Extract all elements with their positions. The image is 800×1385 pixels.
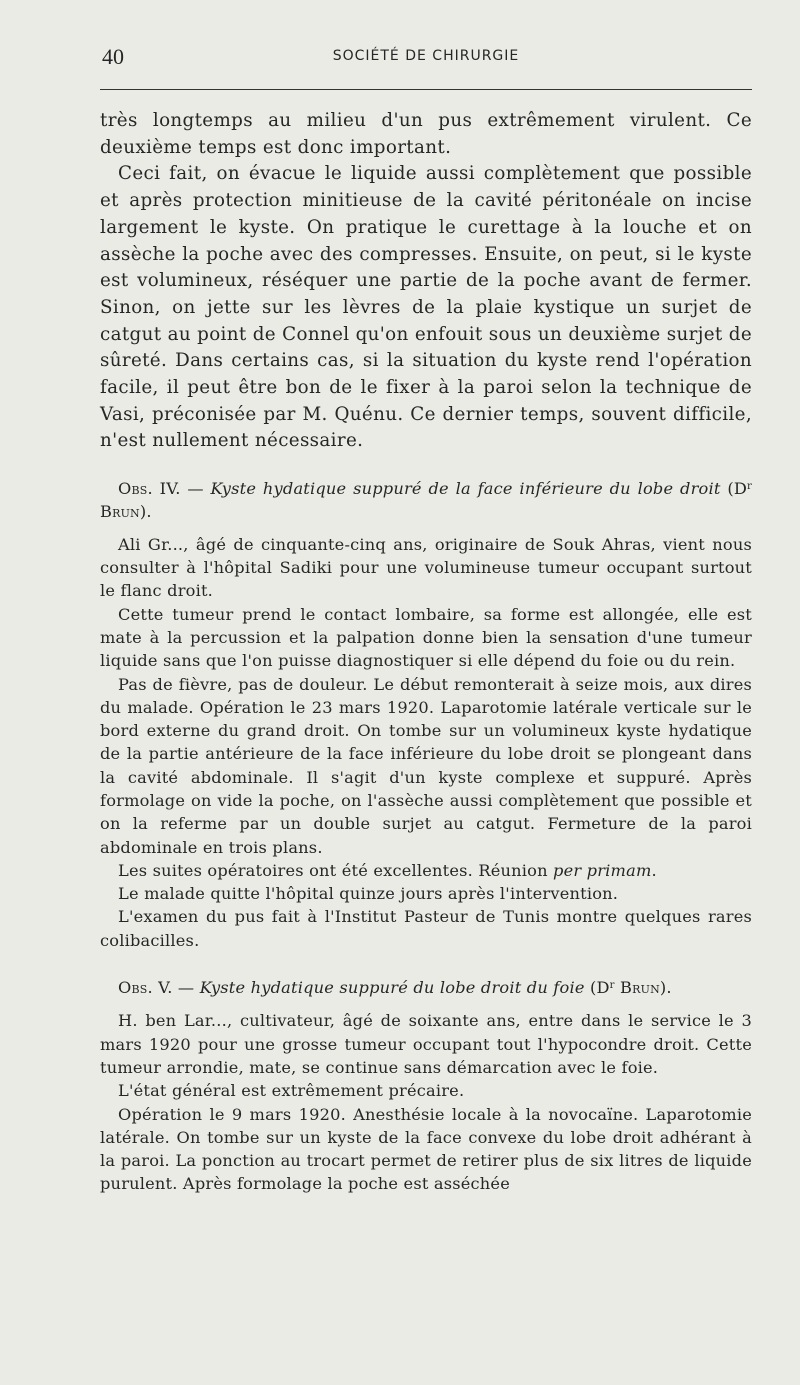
suites-text: Les suites opératoires ont été excellentes. Réunion [118, 860, 554, 880]
author-title-sup: r [747, 481, 752, 493]
page-body [100, 108, 752, 1196]
author-title-sup: r [609, 980, 615, 992]
observation-iv [100, 475, 752, 952]
observation-label: Obs. IV. — [118, 479, 204, 499]
paragraph: Pas de fièvre, pas de douleur. Le début remonterait à seize mois, aux dires du malade. Opération le 23 mars 1920. Laparotomie latérale verticale sur le bord externe du grand droit. On tombe sur un volumineux kyste hydatique de la partie antérieure de la face inférieure du lobe droit se plongeant dans la cavité abdominale. Il s'agit d'un kyste complexe et suppuré. Après formolage on vide la poche, on l'assèche aussi complètement que possible et on la referme par un double surjet au catgut. Fermeture de la paroi abdominale en trois plans. [100, 674, 752, 857]
suites-end: . [651, 860, 657, 880]
paragraph: très longtemps au milieu d'un pus extrêmement virulent. Ce deuxième temps est donc important. [100, 110, 752, 158]
paragraph [100, 859, 752, 882]
author-name: Brun [100, 502, 140, 522]
observation-heading [100, 475, 752, 524]
author-close: ). [659, 978, 672, 998]
observation-title: Kyste hydatique suppuré du lobe droit du foie [199, 978, 585, 998]
paragraph: L'état général est extrêmement précaire. [118, 1081, 465, 1101]
suites-italic: per primam [553, 860, 652, 880]
paragraph: Le malade quitte l'hôpital quinze jours après l'intervention. [118, 884, 619, 904]
paragraph: H. ben Lar..., cultivateur, âgé de soixante ans, entre dans le service le 3 mars 1920 pour une grosse tumeur occupant tout l'hypocondre droit. Cette tumeur arrondie, mate, se continue sans démarcation avec le foie. [100, 1011, 752, 1077]
page-header [100, 44, 752, 74]
paragraph: Ali Gr..., âgé de cinquante-cinq ans, originaire de Souk Ahras, vient nous consulter à l'hôpital Sadiki pour une volumineuse tumeur occupant surtout le flanc droit. [100, 534, 752, 601]
observation-heading [100, 974, 752, 999]
paragraph: L'examen du pus fait à l'Institut Pasteur de Tunis montre quelques rares colibacilles. [100, 907, 752, 950]
paragraph: Cette tumeur prend le contact lombaire, sa forme est allongée, elle est mate à la percussion et la palpation donne bien la sensation d'une tumeur liquide sans que l'on puisse diagnostiquer si elle dépend du foie ou du rein. [100, 604, 752, 671]
author-close: ). [139, 502, 152, 522]
paragraph: Opération le 9 mars 1920. Anesthésie locale à la novocaïne. Laparotomie latérale. On tombe sur un kyste de la face convexe du lobe droit adhérant à la paroi. La ponction au trocart permet de retirer plus de six litres de liquide purulent. Après formolage la poche est asséchée [100, 1104, 752, 1194]
intro-section [100, 108, 752, 455]
header-rule [100, 89, 752, 90]
author-open: (D [589, 978, 610, 998]
author-open: (D [727, 479, 748, 499]
author-name: Brun [620, 978, 660, 998]
running-title: SOCIÉTÉ DE CHIRURGIE [332, 48, 520, 64]
observation-v [100, 974, 752, 1196]
observation-title: Kyste hydatique suppuré de la face inférieure du lobe droit [210, 479, 721, 499]
observation-label: Obs. V. — [118, 978, 195, 998]
page-number: 40 [102, 44, 124, 69]
paragraph: Ceci fait, on évacue le liquide aussi complètement que possible et après protection minitieuse de la cavité péritonéale on incise largement le kyste. On pratique le curettage à la louche et on assèche la poche avec des compresses. Ensuite, on peut, si le kyste est volumineux, réséquer une partie de la poche avant de fermer. Sinon, on jette sur les lèvres de la plaie kystique un surjet de catgut au point de Connel qu'on enfouit sous un deuxième surjet de sûreté. Dans certains cas, si la situation du kyste rend l'opération facile, il peut être bon de le fixer à la paroi selon la technique de Vasi, préconisée par M. Quénu. Ce dernier temps, souvent difficile, n'est nullement nécessaire. [100, 163, 752, 452]
